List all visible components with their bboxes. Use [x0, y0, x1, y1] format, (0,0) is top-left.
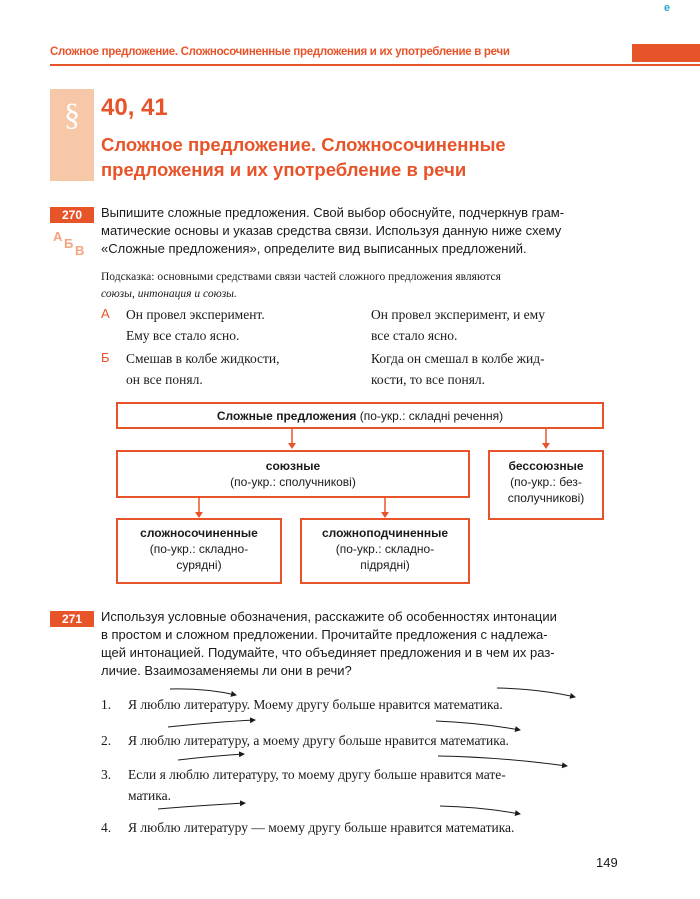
- item-number: 4.: [101, 820, 112, 835]
- sentence-line: Когда он смешал в колбе жид-: [371, 351, 545, 366]
- hint-text: основными средствами связи частей сложного предложения являются: [154, 271, 501, 283]
- sentence-line: он все понял.: [126, 372, 203, 387]
- svg-text:В: В: [75, 243, 85, 256]
- scheme-nonunion-translation: (по-укр.: без-: [510, 475, 582, 489]
- intonation-arrow: [440, 806, 520, 814]
- task-line: в простом и сложном предложении. Прочитайте предложения с надлежа-: [101, 627, 548, 642]
- running-title: Сложное предложение. Сложносочиненные предложения и их употребление в речи: [50, 46, 510, 58]
- sentence-line: все стало ясно.: [371, 328, 458, 343]
- scheme-root-translation: (по-укр.: складні речення): [356, 409, 504, 423]
- option-letter-b: Б: [101, 350, 110, 365]
- sentence-line: Ему все стало ясно.: [126, 328, 240, 343]
- scheme-subordinate-translation: (по-укр.: складно-: [335, 542, 435, 556]
- item-number: 1.: [101, 697, 112, 712]
- hint-label: Подсказка:: [101, 271, 155, 283]
- hint-text-italic: союзы, интонация и союзы.: [101, 288, 237, 300]
- sentence-line: Смешав в колбе жидкости,: [126, 351, 280, 366]
- option-letter-a: А: [101, 306, 110, 321]
- task-line: Выпишите сложные предложения. Свой выбор обоснуйте, подчеркнув грам-: [101, 205, 565, 220]
- task-line: Используя условные обозначения, расскажите об особенностях интонации: [101, 609, 557, 624]
- task-line: матические основы и указав средства связи. Используя данную ниже схему: [101, 223, 562, 238]
- example-sentence-continuation: матика.: [128, 788, 171, 803]
- scheme-coordinate-translation: (по-укр.: складно-: [149, 542, 249, 556]
- intonation-arrow: [436, 721, 520, 730]
- scheme-subordinate-label: сложноподчиненные: [321, 526, 449, 540]
- intonation-arrow: [178, 754, 244, 760]
- exercise-number-271: 271: [50, 611, 94, 627]
- sentence-line: кости, то все понял.: [371, 372, 486, 387]
- page-number: 149: [596, 855, 618, 870]
- scheme-nonunion-label: бессоюзные: [508, 459, 584, 473]
- example-sentence: Если я люблю литературу, то моему другу больше нравится мате-: [128, 767, 506, 782]
- section-title-line: Сложное предложение. Сложносочиненные: [101, 134, 506, 155]
- intonation-arrow: [168, 720, 255, 727]
- item-number: 3.: [101, 767, 112, 782]
- scheme-root-label: Сложные предложения: [216, 409, 357, 423]
- example-sentence: Я люблю литературу. Моему другу больше нравится математика.: [128, 697, 503, 712]
- exercise-number-270: 270: [50, 207, 94, 223]
- task-line: личие. Взаимозаменяемы ли они в речи?: [101, 663, 352, 678]
- item-number: 2.: [101, 733, 112, 748]
- section-numbers: 40, 41: [101, 94, 168, 121]
- scheme-coordinate-label: сложносочиненные: [140, 526, 258, 540]
- scheme-coordinate-translation: сурядні): [176, 558, 222, 572]
- section-title-line: предложения и их употребление в речи: [101, 159, 467, 180]
- sentence-line: Он провел эксперимент, и ему: [371, 307, 545, 322]
- section-sign: §: [64, 96, 80, 132]
- task-line: «Сложные предложения», определите вид выписанных предложений.: [101, 241, 527, 256]
- sentence-line: Он провел эксперимент.: [126, 307, 265, 322]
- scheme-nonunion-translation: сполучникові): [507, 491, 585, 505]
- svg-text:Б: Б: [64, 236, 74, 251]
- scheme-subordinate-translation: підрядні): [360, 558, 410, 572]
- scheme-union-translation: (по-укр.: сполучникові): [230, 475, 356, 489]
- publisher-logo: e: [664, 2, 671, 14]
- example-sentence: Я люблю литературу — моему другу больше нравится математика.: [128, 820, 515, 835]
- scheme-union-label: союзные: [265, 459, 321, 473]
- example-sentence: Я люблю литературу, а моему другу больше нравится математика.: [128, 733, 509, 748]
- task-line: щей интонацией. Подумайте, что объединяет предложения и в чем их раз-: [101, 645, 555, 660]
- svg-text:А: А: [53, 229, 63, 244]
